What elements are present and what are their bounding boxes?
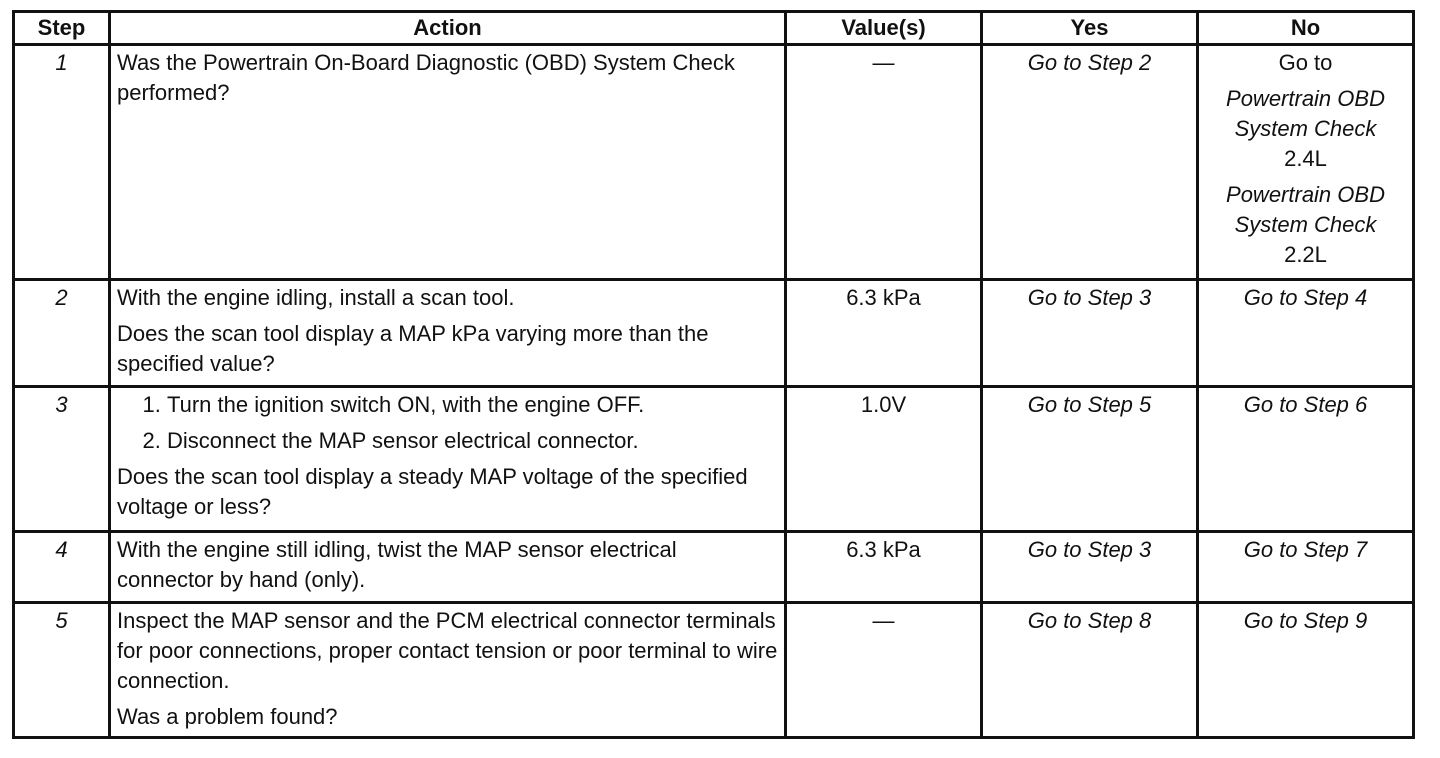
yes-cell: Go to Step 2 (982, 45, 1198, 280)
yes-cell: Go to Step 3 (982, 532, 1198, 603)
action-step-item: 1. Turn the ignition switch ON, with the engine OFF. (167, 390, 778, 420)
no-reference-engine: 2.4L (1284, 146, 1327, 171)
value-cell: — (786, 603, 982, 738)
no-reference-name: Powertrain OBD System Check (1226, 86, 1385, 141)
action-text: Does the scan tool display a MAP kPa varying more than the specified value? (117, 321, 709, 376)
header-row (14, 12, 1414, 45)
action-text: Was a problem found? (117, 704, 338, 729)
action-steps-list (117, 390, 778, 456)
action-cell (110, 45, 786, 280)
value-cell: 1.0V (786, 387, 982, 532)
header-action: Action (110, 12, 786, 45)
no-cell: Go to Step 9 (1198, 603, 1414, 738)
no-reference-name: Powertrain OBD System Check (1226, 182, 1385, 237)
yes-cell: Go to Step 5 (982, 387, 1198, 532)
no-reference (1205, 84, 1406, 174)
table-row (14, 603, 1414, 738)
action-text: With the engine still idling, twist the MAP sensor electrical connector by hand (only). (117, 537, 677, 592)
step-number: 1 (14, 45, 110, 280)
action-step-item: 2. Disconnect the MAP sensor electrical connector. (167, 426, 778, 456)
step-number: 5 (14, 603, 110, 738)
no-cell (1198, 45, 1414, 280)
yes-cell: Go to Step 3 (982, 280, 1198, 387)
step-number: 2 (14, 280, 110, 387)
no-cell: Go to Step 7 (1198, 532, 1414, 603)
table-row (14, 387, 1414, 532)
action-text: Was the Powertrain On-Board Diagnostic (OBD) System Check performed? (117, 50, 735, 105)
value-cell: 6.3 kPa (786, 280, 982, 387)
no-reference (1205, 180, 1406, 270)
no-reference-engine: 2.2L (1284, 242, 1327, 267)
table-row (14, 532, 1414, 603)
action-cell (110, 532, 786, 603)
table-row (14, 45, 1414, 280)
no-goto-text: Go to (1278, 50, 1333, 75)
step-number: 3 (14, 387, 110, 532)
action-text: With the engine idling, install a scan tool. (117, 285, 515, 310)
yes-cell: Go to Step 8 (982, 603, 1198, 738)
header-step: Step (14, 12, 110, 45)
diagnostic-table (12, 10, 1415, 739)
step-number: 4 (14, 532, 110, 603)
table-row (14, 280, 1414, 387)
value-cell: — (786, 45, 982, 280)
value-cell: 6.3 kPa (786, 532, 982, 603)
header-values: Value(s) (786, 12, 982, 45)
header-no: No (1198, 12, 1414, 45)
no-cell: Go to Step 4 (1198, 280, 1414, 387)
no-cell: Go to Step 6 (1198, 387, 1414, 532)
action-cell (110, 603, 786, 738)
header-yes: Yes (982, 12, 1198, 45)
action-text: Does the scan tool display a steady MAP voltage of the specified voltage or less? (117, 464, 748, 519)
action-cell (110, 280, 786, 387)
action-text: Inspect the MAP sensor and the PCM electrical connector terminals for poor connections, proper contact tension or poor terminal to wire connection. (117, 608, 778, 693)
action-cell (110, 387, 786, 532)
